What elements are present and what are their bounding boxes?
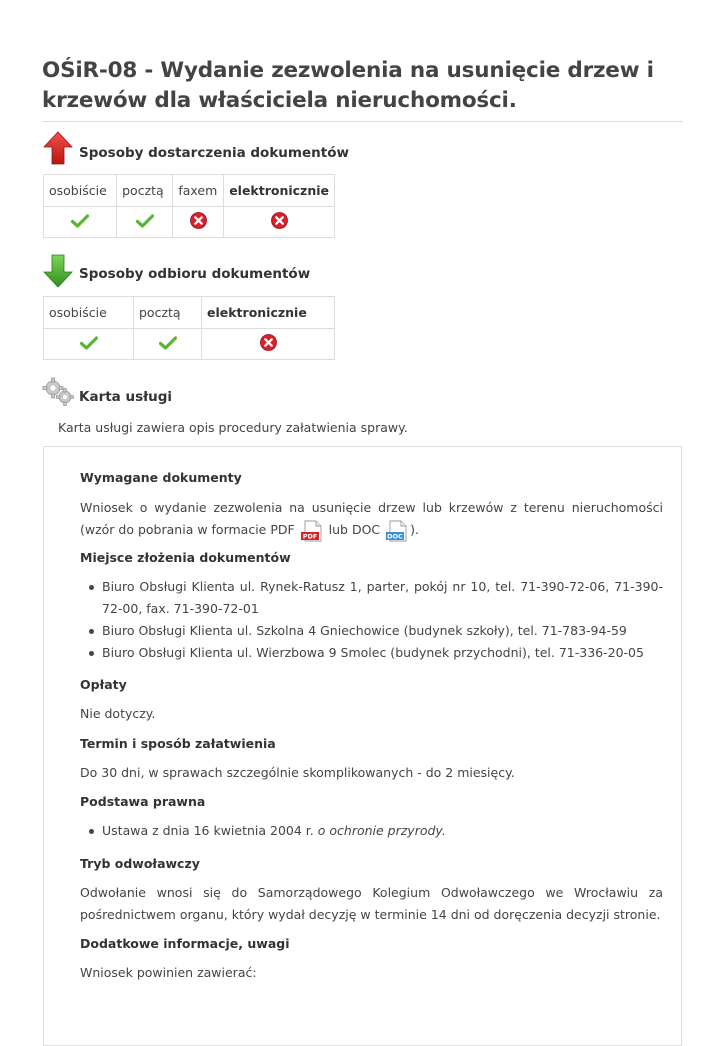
- receipt-col-post: pocztą: [134, 297, 202, 329]
- legal-basis-list: [80, 820, 663, 842]
- appeal-text: Odwołanie wnosi się do Samorządowego Kolegium Odwoławczego we Wrocławiu za pośrednictwem organu, który wydał decyzję w terminie 14 dni od doręczenia decyzji stronie.: [80, 885, 663, 922]
- check-icon: [80, 338, 98, 353]
- required-docs-text-part2: lub DOC: [328, 522, 381, 537]
- cross-icon: [260, 339, 277, 354]
- fees-text: Nie dotyczy.: [80, 706, 156, 721]
- additional-info-heading: Dodatkowe informacje, uwagi: [80, 936, 290, 951]
- status-cell: [224, 207, 335, 238]
- check-icon: [159, 338, 177, 353]
- delivery-status-row: [44, 207, 335, 238]
- location-item: Biuro Obsługi Klienta ul. Wierzbowa 9 Smolec (budynek przychodni), tel. 71-336-20-05: [102, 642, 663, 664]
- location-heading: Miejsce złożenia dokumentów: [80, 550, 291, 565]
- status-cell: [202, 329, 335, 360]
- receipt-status-row: [44, 329, 335, 360]
- location-list: [80, 576, 663, 664]
- location-item: Biuro Obsługi Klienta ul. Rynek-Ratusz 1, parter, pokój nr 10, tel. 71-390-72-06, 71-390-72-00, fax. 71-390-72-01: [102, 576, 663, 620]
- delivery-col-personal: osobiście: [44, 175, 117, 207]
- page-title: OŚiR-08 - Wydanie zezwolenia na usunięcie drzew i krzewów dla właściciela nieruchomości.: [42, 58, 654, 113]
- appeal-heading: Tryb odwoławczy: [80, 856, 200, 871]
- status-cell: [134, 329, 202, 360]
- delivery-col-electronic: elektronicznie: [224, 175, 335, 207]
- check-icon: [71, 216, 89, 231]
- deadline-text: Do 30 dni, w sprawach szczególnie skomplikowanych - do 2 miesięcy.: [80, 765, 515, 780]
- cross-icon: [271, 217, 288, 232]
- gears-icon: [42, 377, 76, 407]
- status-cell: [173, 207, 224, 238]
- receipt-col-electronic: elektronicznie: [202, 297, 335, 329]
- card-heading: Karta usługi: [79, 389, 173, 405]
- deadline-heading: Termin i sposób załatwienia: [80, 736, 276, 751]
- pdf-label: PDF: [302, 532, 317, 541]
- legal-basis-text: Ustawa z dnia 16 kwietnia 2004 r.: [102, 823, 318, 838]
- delivery-methods-table: [43, 174, 335, 238]
- receipt-heading: Sposoby odbioru dokumentów: [79, 266, 311, 282]
- delivery-heading: Sposoby dostarczenia dokumentów: [79, 145, 349, 161]
- receipt-methods-table: [43, 296, 335, 360]
- status-cell: [44, 207, 117, 238]
- status-cell: [44, 329, 134, 360]
- doc-label: DOC: [387, 532, 403, 541]
- additional-info-text: Wniosek powinien zawierać:: [80, 965, 257, 980]
- pdf-download-icon[interactable]: [300, 520, 324, 542]
- required-docs-text-part3: ).: [410, 522, 419, 537]
- required-docs-heading: Wymagane dokumenty: [80, 470, 242, 485]
- cross-icon: [190, 217, 207, 232]
- status-cell: [117, 207, 173, 238]
- location-item: Biuro Obsługi Klienta ul. Szkolna 4 Gniechowice (budynek szkoły), tel. 71-783-94-59: [102, 620, 663, 642]
- required-docs-text-part1: Wniosek o wydanie zezwolenia na usunięcie drzew lub krzewów z terenu nieruchomości (wzór do pobrania w formacie PDF: [80, 500, 663, 537]
- delivery-col-post: pocztą: [117, 175, 173, 207]
- title-divider: [42, 121, 683, 122]
- green-down-arrow-icon: [43, 254, 73, 288]
- service-details-box: [43, 446, 682, 1046]
- receipt-col-personal: osobiście: [44, 297, 134, 329]
- legal-basis-item: [102, 820, 663, 842]
- doc-download-icon[interactable]: [385, 520, 409, 542]
- fees-heading: Opłaty: [80, 677, 127, 692]
- red-up-arrow-icon: [43, 131, 73, 165]
- required-docs-text: [80, 497, 663, 542]
- legal-basis-heading: Podstawa prawna: [80, 794, 206, 809]
- delivery-col-fax: faxem: [173, 175, 224, 207]
- legal-basis-act: o ochronie przyrody.: [317, 823, 446, 838]
- check-icon: [136, 216, 154, 231]
- card-description: Karta usługi zawiera opis procedury załatwienia sprawy.: [58, 420, 408, 435]
